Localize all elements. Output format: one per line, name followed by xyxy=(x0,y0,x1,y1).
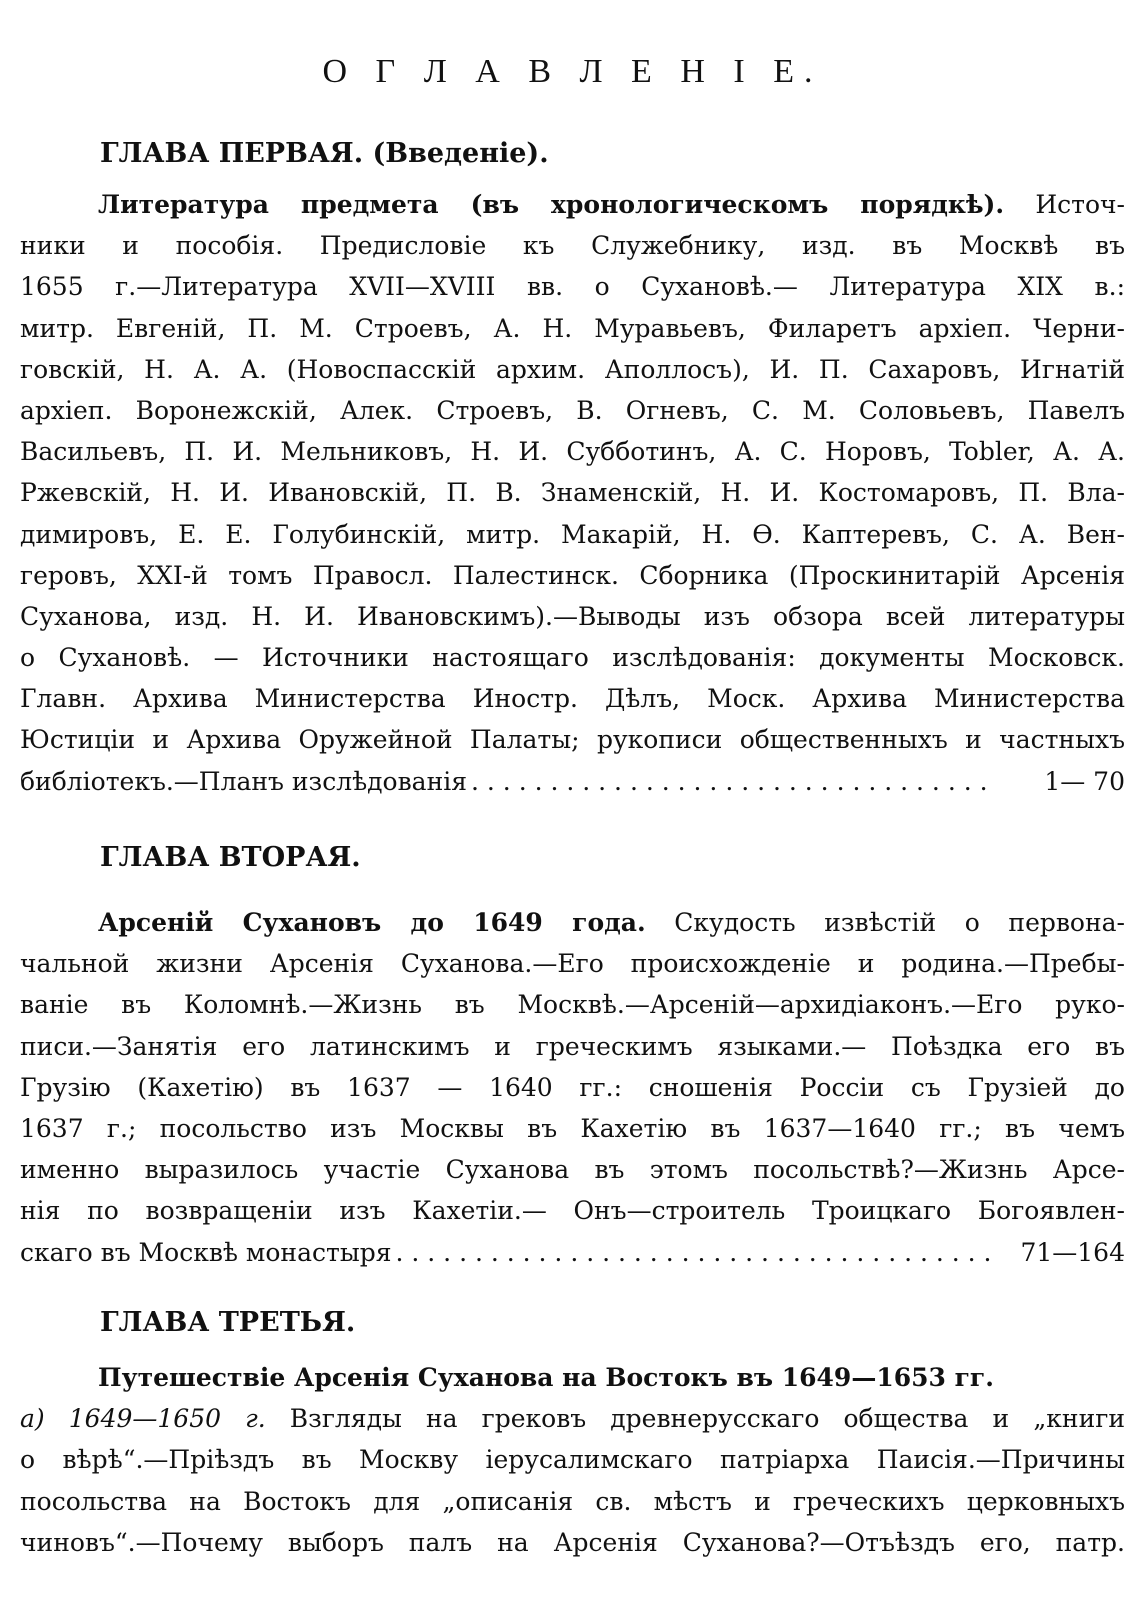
chapter-3-line: чиновъ“.—Почему выборъ палъ на Арсенія Суханова?—Отъѣздъ его, патр. xyxy=(20,1527,1125,1557)
chapter-1-line: Главн. Архива Министерства Иностр. Дѣлъ, Моск. Архива Министерства xyxy=(20,684,1125,714)
chapter-3-line: посольства на Востокъ для „описанія св. мѣстъ и греческихъ церковныхъ xyxy=(20,1486,1125,1516)
chapter-1-line: Литература предмета (въ хронологическомъ порядкѣ). Источ- xyxy=(98,190,1125,219)
chapter-2-pages: 71—164 xyxy=(1020,1237,1125,1267)
chapter-2-line: нія по возвращеніи изъ Кахетіи.— Онъ—строитель Троицкаго Богоявлен- xyxy=(20,1196,1125,1226)
dot-leader xyxy=(471,761,996,802)
chapter-2-line: ваніе въ Коломнѣ.—Жизнь въ Москвѣ.—Арсеній—архидіаконъ.—Его руко- xyxy=(20,990,1125,1020)
chapter-1-line: архіеп. Воронежскій, Алек. Строевъ, В. Огневъ, С. М. Соловьевъ, Павелъ xyxy=(20,395,1125,425)
chapter-2-line: скаго въ Москвѣ монастыря . . . 71—164 xyxy=(20,1232,1125,1273)
chapter-1-line: ники и пособія. Предисловіе къ Служебнику, изд. въ Москвѣ въ xyxy=(20,231,1125,261)
chapter-1-line: 1655 г.—Литература XVII—XVIII вв. о Сухановѣ.— Литература XIX в.: xyxy=(20,272,1125,302)
chapter-2-line: 1637 г.; посольство изъ Москвы въ Кахетію въ 1637—1640 гг.; въ чемъ xyxy=(20,1113,1125,1143)
chapter-2-line: писи.—Занятія его латинскимъ и греческимъ языками.— Поѣздка его въ xyxy=(20,1031,1125,1061)
subsection-label: а) 1649—1650 г. xyxy=(20,1404,266,1434)
chapter-1-line: о Сухановѣ. — Источники настоящаго изслѣдованія: документы Московск. xyxy=(20,643,1125,673)
chapter-3-line: а) 1649—1650 г. Взгляды на грековъ древнерусскаго общества и „книги xyxy=(20,1404,1125,1434)
chapter-3-line xyxy=(20,1357,1125,1398)
chapter-1-line: библіотекъ.—Планъ изслѣдованія . . . 1— 70 xyxy=(20,761,1125,802)
document-page xyxy=(20,0,1125,1600)
chapter-3-entry xyxy=(20,1357,1125,1563)
chapter-2-heading: ГЛАВА ВТОРАЯ. xyxy=(100,842,361,873)
chapter-1-pages: 1— 70 xyxy=(1044,766,1125,796)
chapter-1-line: геровъ, XXI-й томъ Правосл. Палестинск. Сборника (Проскинитарій Арсенія xyxy=(20,560,1125,590)
page-title: О Г Л А В Л Е Н І Е. xyxy=(322,53,823,90)
chapter-1-line: Юстиціи и Архива Оружейной Палаты; рукописи общественныхъ и частныхъ xyxy=(20,725,1125,755)
chapter-1-lead: Литература предмета (въ хронологическомъ порядкѣ). xyxy=(98,190,1005,219)
chapter-3-line: о вѣрѣ“.—Пріѣздъ въ Москву іерусалимскаго патріарха Паисія.—Причины xyxy=(20,1445,1125,1475)
chapter-1-line: митр. Евгеній, П. М. Строевъ, А. Н. Муравьевъ, Филаретъ архіеп. Черни- xyxy=(20,313,1125,343)
chapter-2-lead: Арсеній Сухановъ до 1649 года. xyxy=(98,908,646,937)
chapter-1-line: говскій, Н. А. А. (Новоспасскій архим. Аполлосъ), И. П. Сахаровъ, Игнатій xyxy=(20,354,1125,384)
chapter-2-line: Арсеній Сухановъ до 1649 года. Скудость извѣстій о первона- xyxy=(98,908,1126,937)
chapter-1-line: Васильевъ, П. И. Мельниковъ, Н. И. Субботинъ, А. С. Норовъ, Tobler, А. А. xyxy=(20,437,1125,467)
chapter-2-line: чальной жизни Арсенія Суханова.—Его происхожденіе и родина.—Пребы- xyxy=(20,949,1125,979)
dot-leader xyxy=(396,1232,997,1273)
chapter-1-heading: ГЛАВА ПЕРВАЯ. (Введеніе). xyxy=(100,138,549,169)
chapter-3-heading: ГЛАВА ТРЕТЬЯ. xyxy=(100,1307,356,1338)
chapter-2-line: именно выразилось участіе Суханова въ этомъ посольствѣ?—Жизнь Арсе- xyxy=(20,1155,1125,1185)
chapter-1-line: Ржевскій, Н. И. Ивановскій, П. В. Знаменскій, Н. И. Костомаровъ, П. Вла- xyxy=(20,478,1125,508)
chapter-1-line: Суханова, изд. Н. И. Ивановскимъ).—Выводы изъ обзора всей литературы xyxy=(20,601,1125,631)
chapter-2-line: Грузію (Кахетію) въ 1637 — 1640 гг.: сношенія Россіи съ Грузіей до xyxy=(20,1072,1125,1102)
chapter-3-lead: Путешествіе Арсенія Суханова на Востокъ въ 1649—1653 гг. xyxy=(98,1363,994,1392)
chapter-2-entry xyxy=(20,902,1125,1273)
chapter-1-entry xyxy=(20,184,1125,802)
chapter-1-line: димировъ, Е. Е. Голубинскій, митр. Макарій, Н. Ѳ. Каптеревъ, С. А. Вен- xyxy=(20,519,1125,549)
